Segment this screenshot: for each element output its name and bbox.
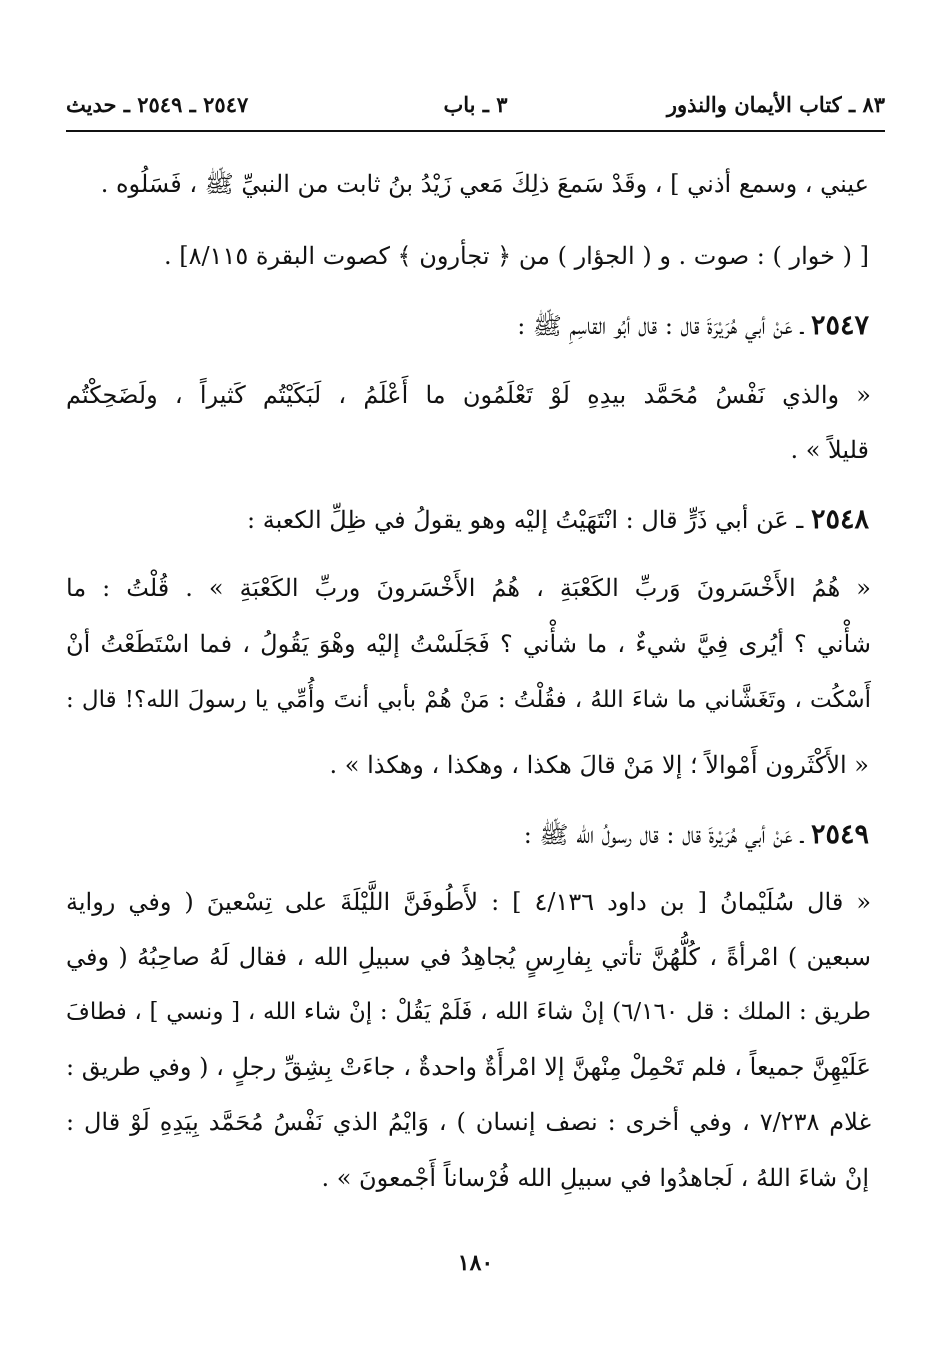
hadith-intro: ـ عَنْ أبي هُرَيْرةَ قال : قال رسولُ الله ﷺ :: [523, 821, 804, 849]
text-line: « هُمُ الأَخْسَرونَ وَربِّ الكَعْبَةِ ، هُمُ الأَخْسَرونَ وربِّ الكَعْبَةِ » . قُلْتُ : ما: [66, 574, 871, 602]
text-line: إنْ شاءَ اللهُ ، لَجاهدُوا في سبيلِ الله فُرْساناً أَجْمعونَ » .: [321, 1164, 869, 1192]
page-number: ١٨٠: [457, 1250, 494, 1276]
chapter-title: ٨٣ ـ كتاب الأيمان والنذور: [666, 92, 885, 117]
section-title: ٣ ـ باب: [443, 92, 508, 117]
header-rule: [66, 130, 885, 132]
text-line: « والذي نَفْسُ مُحَمَّد بيدِهِ لَوْ تَعْلَمُون ما أَعْلَمُ ، لَبَكَيْتُم كَثيراً ، ولَضَحِكْتُم: [66, 381, 871, 409]
hadith-heading-2547: [66, 306, 869, 346]
hadith-heading-2548: [66, 500, 869, 540]
text-line: عيني ، وسمع أذني ] ، وقَدْ سَمعَ ذلِكَ مَعي زَيْدُ بنُ ثابت من النبيِّ ﷺ ، فَسَلُوه .: [100, 170, 869, 198]
text-line: طريق : الملك : قل ٦/١٦٠) إنْ شاءَ الله ، فَلَمْ يَقُلْ : إنْ شاء الله ، [ ونسي ] ، فطافَ: [66, 999, 871, 1025]
text-line: شأْني ؟ أيُرى فِيَّ شيءٌ ، ما شأْني ؟ فَجَلَسْتُ إليْه وهْوَ يَقُولُ ، فما اسْتَطَعْتُ أنْ: [66, 630, 871, 658]
text-line: سبعين ) امْرأةً ، كُلُّهُنَّ تأتي بِفارِسٍ يُجاهِدُ في سبيلِ الله ، فقال لَهُ صاحِبُهُ ( وفي: [66, 943, 871, 971]
hadith-number: ٢٥٤٩: [810, 819, 869, 850]
running-header: [66, 86, 885, 126]
text-line: غلام ٧/٢٣٨ ، وفي أخرى : نصف إنسان ) ، وَايْمُ الذي نَفْسُ مُحَمَّد بِيَدِهِ لَوْ قال :: [66, 1108, 871, 1136]
hadith-heading-2549: [66, 815, 869, 855]
text-line: عَلَيْهِنَّ جميعاً ، فلم تَحْمِلْ مِنْهنَّ إلا امْرأَةٌ واحدةٌ ، جاءَتْ بِشِقِّ رجلٍ ، ( وفي طريق :: [66, 1053, 871, 1081]
text-line: قليلاً » .: [790, 436, 869, 464]
hadith-number: ٢٥٤٧: [810, 310, 869, 341]
text-line: أَسْكُت ، وتَغَشَّاني ما شاءَ اللهُ ، فقُلْتُ : مَنْ هُمْ بأبي أنتَ وأُمِّي يا رسولَ الله؟! قال :: [66, 687, 871, 713]
hadith-intro: ـ عَن أبي ذَرٍّ قال : انْتَهَيْتُ إليْه وهو يقولُ في ظِلِّ الكعبة :: [246, 506, 804, 534]
text-line: [ ( خوار ) : صوت . و ( الجؤار ) من ﴿ تجأرون ﴾ كصوت البقرة ٨/١١٥] .: [163, 242, 869, 270]
hadith-number: ٢٥٤٨: [810, 504, 869, 535]
text-line: « الأَكْثَرون أَمْوالاً ؛ إلا مَنْ قالَ هكذا ، وهكذا ، وهكذا » .: [329, 751, 869, 779]
text-line: « قال سُلَيْمانُ [ بن داود ٤/١٣٦ ] : لأَطُوفَنَّ اللَّيْلَةَ على تِسْعينَ ( وفي رواية: [66, 888, 871, 916]
hadith-range: ٢٥٤٧ ـ ٢٥٤٩ ـ حديث: [66, 92, 249, 117]
hadith-intro: ـ عَنْ أبي هُرَيْرَةَ قال : قال أبُو القاسِمِ ﷺ :: [517, 312, 804, 340]
